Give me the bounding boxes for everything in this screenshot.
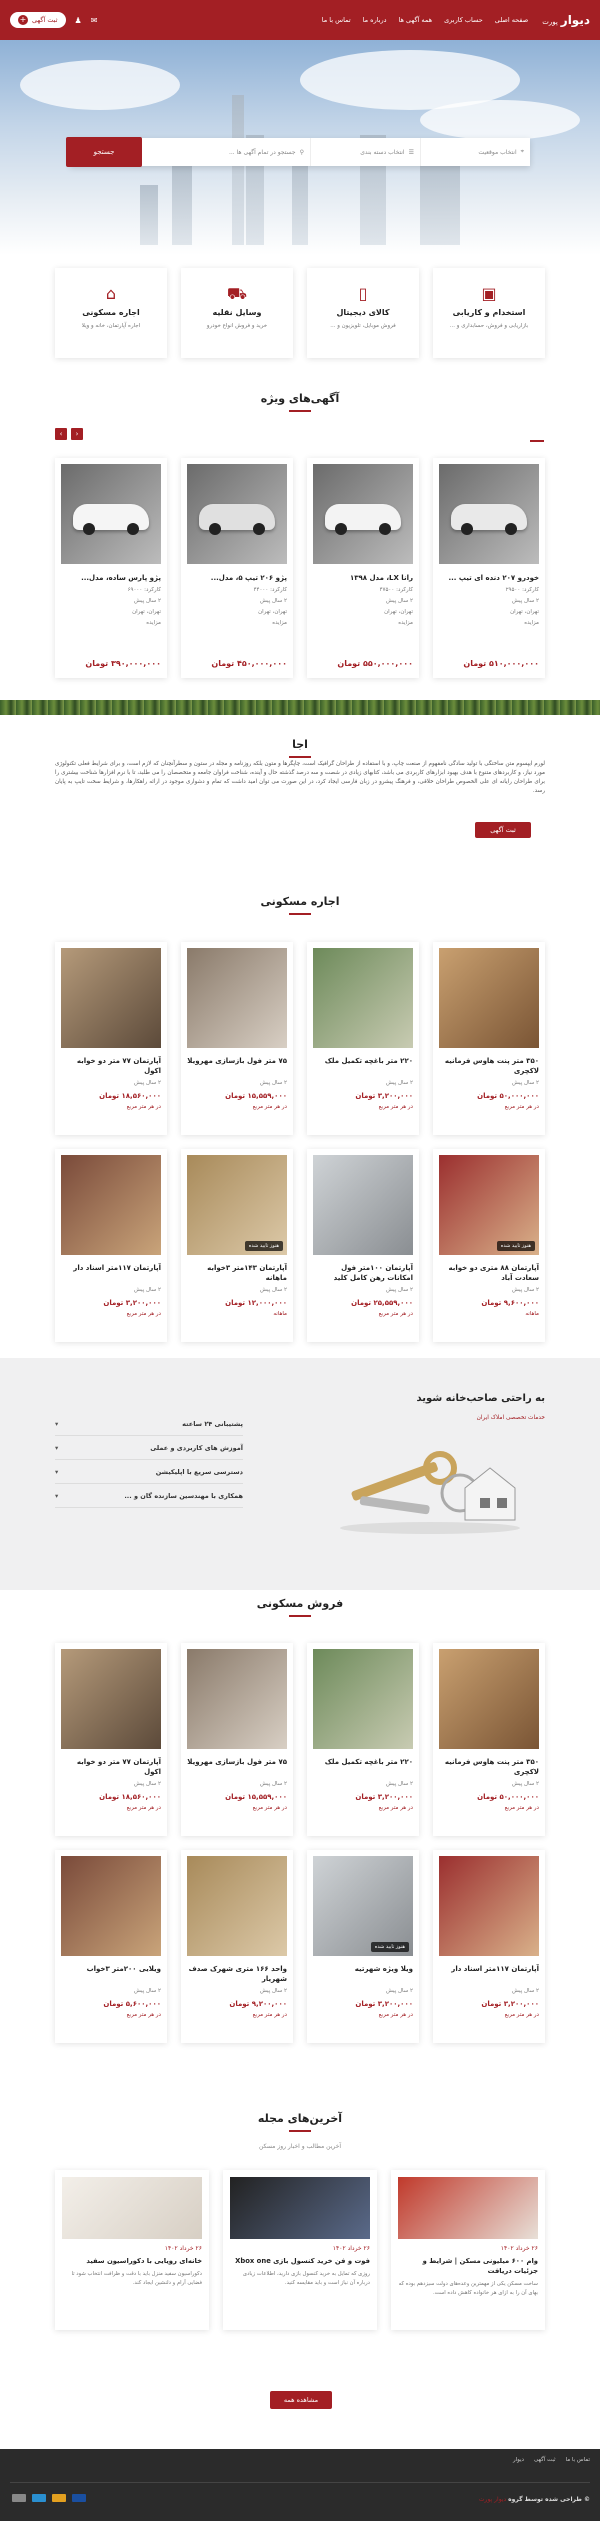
copyright-text: © طراحی شده توسط گروه دیوار پورت <box>478 2496 590 2503</box>
briefcase-icon: ▣ <box>481 284 497 303</box>
status-badge: هنوز تایید شده <box>245 1241 283 1251</box>
blog-excerpt: ساخت مسکن یکی از مهمترین وعده‌های دولت سیزدهم بوده که بهای آن را به ازای هر خانواده کاهش داده است. <box>398 2281 538 2296</box>
category-card-vehicles[interactable]: ⛟ وسایل نقلیه خرید و فروش انواع خودرو <box>181 268 293 358</box>
category-card-rent[interactable]: ⌂ اجاره مسکونی اجاره آپارتمان، خانه و ویلا <box>55 268 167 358</box>
property-image <box>187 1856 287 1956</box>
property-image <box>439 948 539 1048</box>
about-add-ad-button[interactable]: ثبت آگهی <box>475 822 531 838</box>
ad-price: ۵۱۰,۰۰۰,۰۰۰ تومان <box>463 659 539 668</box>
featured-ad-card[interactable] <box>181 458 293 678</box>
property-image <box>61 1649 161 1749</box>
property-image <box>439 1649 539 1749</box>
property-title: ۳۵۰ متر پنت هاوس فرمانیه لاکچری <box>444 1057 539 1075</box>
property-title: آپارتمان ۷۷ متر دو خوابه اکول <box>76 1057 161 1075</box>
property-card[interactable] <box>55 1149 167 1342</box>
ad-mileage: کارکرد: ۶۹۰۰۰ <box>127 587 161 593</box>
blog-image <box>230 2177 370 2239</box>
blog-excerpt: روزی که تمایل به خرید کنسول بازی دارید، اطلاعات زیادی درباره آن نیاز است و باید مقایسه کنید. <box>242 2271 370 2286</box>
property-image <box>313 1649 413 1749</box>
ad-time: ۲ سال پیش <box>260 598 287 604</box>
property-title: ویلایی ۲۰۰متر ۳خواب <box>86 1965 161 1973</box>
ad-image <box>187 464 287 564</box>
property-time: ۲ سال پیش <box>260 1287 287 1293</box>
location-select[interactable]: ⌖ انتخاب موقعیت <box>420 138 530 166</box>
ad-mileage: کارکرد: ۴۴۰۰۰ <box>253 587 287 593</box>
ad-type: مزایده <box>524 620 539 626</box>
payment-logos <box>12 2494 86 2502</box>
ad-time: ۲ سال پیش <box>386 598 413 604</box>
property-image <box>313 1155 413 1255</box>
blog-date: ۲۶ خرداد ۱۴۰۲ <box>164 2245 202 2252</box>
property-price: ۱۵,۵۵۹,۰۰۰ تومان <box>225 1793 287 1801</box>
ad-mileage: کارکرد: ۴۷۵۰۰ <box>379 587 413 593</box>
property-title: آپارتمان ۱۱۷متر اسناد دار <box>73 1264 161 1272</box>
owner-subtitle: خدمات تخصصی املاک ایران <box>476 1415 545 1421</box>
featured-title: آگهی‌های ویژه <box>0 392 600 412</box>
mastercard-icon <box>52 2494 66 2502</box>
price-unit: ماهانه <box>525 1311 539 1317</box>
trees-divider <box>0 700 600 715</box>
rent-title: اجاره مسکونی <box>0 895 600 915</box>
header-left <box>10 12 97 28</box>
property-card[interactable] <box>433 1643 545 1836</box>
search-icon: ⚲ <box>299 148 304 156</box>
blog-title: خانه‌ای رویایی با دکوراسیون سفید <box>86 2257 202 2265</box>
ad-location: تهران، تهران <box>132 609 161 615</box>
ad-price: ۳۹۰,۰۰۰,۰۰۰ تومان <box>85 659 161 668</box>
accordion-item[interactable]: آموزش های کاربردی و عملی ▾ <box>55 1436 243 1460</box>
property-title: آپارتمان ۱۴۳متر ۳خوابه ماهانه <box>207 1264 287 1282</box>
ad-price: ۵۵۰,۰۰۰,۰۰۰ تومان <box>337 659 413 668</box>
property-time: ۲ سال پیش <box>386 1080 413 1086</box>
home-icon: ⌂ <box>105 284 117 303</box>
property-price: ۳,۲۰۰,۰۰۰ تومان <box>481 2000 539 2008</box>
accordion-item[interactable]: دسترسی سریع با اپلیکیشن ▾ <box>55 1460 243 1484</box>
ad-title: رانا LX، مدل ۱۳۹۸ <box>349 574 413 582</box>
property-time: ۲ سال پیش <box>260 1781 287 1787</box>
price-unit: در هر متر مربع <box>126 2012 161 2018</box>
property-image <box>313 1856 413 1956</box>
car-icon: ⛟ <box>226 284 248 303</box>
property-time: ۲ سال پیش <box>134 1988 161 1994</box>
blog-image <box>398 2177 538 2239</box>
category-card-digital[interactable]: ▯ کالای دیجیتال فروش موبایل، تلویزیون و ... <box>307 268 419 358</box>
category-select[interactable]: ☰ انتخاب دسته بندی <box>310 138 420 166</box>
price-unit: در هر متر مربع <box>252 1104 287 1110</box>
chat-icon[interactable]: ✉ <box>90 15 98 25</box>
property-card[interactable] <box>181 1643 293 1836</box>
property-price: ۱۲,۰۰۰,۰۰۰ تومان <box>225 1299 287 1307</box>
list-icon: ☰ <box>408 148 414 156</box>
property-card[interactable] <box>433 942 545 1135</box>
card-icon <box>12 2494 26 2502</box>
about-text: لورم ایپسوم متن ساختگی با تولید سادگی نامفهوم از صنعت چاپ، و با استفاده از طراحان گرافیک است، چاپگرها و متون بلکه روزنامه و مجله در ستون و سطرآنچنان که لازم است، و برای شرایط فعلی تکنولوژی مورد نیاز، و کاربردهای متنوع با هدف بهبود ابزارهای کاربردی می باشد، کتابهای زیادی در شصت و سه درصد گذشته حال و آینده، شناخت فراوان جامعه و متخصصان را می طلبد، تا با نرم افزارها شناخت بیشتری را برای طراحان رایانه ای علی الخصوص طراحان خلاقی، و فرهنگ پیشرو در زبان فارسی ایجاد کرد، در این صورت می توان امید داشت که تمام و دشواری موجود در ارائه راهکارها، و شرایط سخت تایپ به پایان رسد. <box>55 761 545 794</box>
nav-item-about[interactable]: درباره ما <box>362 16 387 24</box>
price-unit: در هر متر مربع <box>378 2012 413 2018</box>
blog-title: فوت و فن خرید کنسول بازی Xbox one <box>235 2257 370 2265</box>
nav-item-all-ads[interactable]: همه آگهی ها <box>398 16 433 24</box>
price-unit: ماهانه <box>273 1311 287 1317</box>
chevron-right-icon[interactable]: › <box>55 428 67 440</box>
property-title: ۲۲۰ متر باغچه تکمیل ملک <box>324 1758 413 1766</box>
ad-type: مزایده <box>272 620 287 626</box>
property-time: ۲ سال پیش <box>260 1080 287 1086</box>
property-time: ۲ سال پیش <box>512 1781 539 1787</box>
price-unit: در هر متر مربع <box>378 1805 413 1811</box>
blog-card[interactable] <box>391 2170 545 2330</box>
property-card[interactable] <box>307 1149 419 1342</box>
property-title: ۲۲۰ متر باغچه تکمیل ملک <box>324 1057 413 1065</box>
ad-image <box>313 464 413 564</box>
property-title: ویلا ویژه شهرتیه <box>354 1965 413 1973</box>
footer-divider <box>10 2482 590 2483</box>
property-price: ۹,۲۰۰,۰۰۰ تومان <box>229 2000 287 2008</box>
property-time: ۲ سال پیش <box>386 1781 413 1787</box>
property-image <box>187 948 287 1048</box>
featured-underline <box>530 440 544 442</box>
blog-date: ۲۶ خرداد ۱۴۰۲ <box>332 2245 370 2252</box>
location-pin-icon: ⌖ <box>520 148 524 155</box>
ad-type: مزایده <box>146 620 161 626</box>
property-card[interactable] <box>181 942 293 1135</box>
property-card[interactable] <box>181 1149 293 1342</box>
search-button[interactable]: جستجو <box>66 137 142 167</box>
property-time: ۲ سال پیش <box>134 1781 161 1787</box>
property-price: ۲۵,۵۵۹,۰۰۰ تومان <box>351 1299 413 1307</box>
ad-location: تهران، تهران <box>510 609 539 615</box>
nav-item-contact[interactable]: تماس با ما <box>321 16 351 24</box>
featured-ad-card[interactable] <box>55 458 167 678</box>
about-title: اجا <box>0 738 600 758</box>
ad-time: ۲ سال پیش <box>134 598 161 604</box>
property-title: آپارتمان ۱۱۷متر اسناد دار <box>451 1965 539 1973</box>
property-title: آپارتمان ۱۰۰متر فول امکانات رهن کامل کلید <box>333 1264 413 1282</box>
ad-type: مزایده <box>398 620 413 626</box>
property-time: ۲ سال پیش <box>512 1287 539 1293</box>
property-time: ۲ سال پیش <box>134 1080 161 1086</box>
property-image <box>187 1649 287 1749</box>
property-price: ۳,۲۰۰,۰۰۰ تومان <box>355 1793 413 1801</box>
blog-excerpt: دکوراسیون سفید منزل باید با دقت و ظرافت انتخاب شود تا فضایی آرام و دلنشین ایجاد کند. <box>71 2271 202 2286</box>
property-price: ۳,۲۰۰,۰۰۰ تومان <box>355 1092 413 1100</box>
footer-links <box>430 2457 590 2463</box>
price-unit: در هر متر مربع <box>504 1805 539 1811</box>
blog-title: آخرین‌های مجله <box>0 2112 600 2132</box>
ad-time: ۲ سال پیش <box>512 598 539 604</box>
carousel-arrows <box>55 428 83 440</box>
property-title: واحد ۱۶۶ متری شهرک صدف شهریار <box>188 1965 287 1983</box>
price-unit: در هر متر مربع <box>378 1311 413 1317</box>
ad-title: پژو ۲۰۶ تیپ ۵، مدل... <box>210 574 287 582</box>
view-all-button[interactable]: مشاهده همه <box>270 2391 332 2409</box>
property-title: ۷۵ متر فول بازسازی مهرویلا <box>187 1057 287 1065</box>
blog-cards <box>55 2170 545 2330</box>
property-card[interactable] <box>433 1149 545 1342</box>
main-nav <box>322 16 528 24</box>
phone-icon: ▯ <box>358 284 368 303</box>
price-unit: در هر متر مربع <box>126 1805 161 1811</box>
rent-grid <box>55 942 545 1342</box>
property-title: آپارتمان ۸۸ متری دو خوابه سعادت آباد <box>448 1264 539 1282</box>
price-unit: در هر متر مربع <box>252 2012 287 2018</box>
ad-image <box>439 464 539 564</box>
features-accordion <box>55 1412 243 1508</box>
property-time: ۲ سال پیش <box>386 1287 413 1293</box>
ad-location: تهران، تهران <box>384 609 413 615</box>
nav-item-home[interactable]: صفحه اصلی <box>494 16 529 24</box>
property-price: ۱۵,۵۵۹,۰۰۰ تومان <box>225 1092 287 1100</box>
blog-subtitle: آخرین مطالب و اخبار روز مسکن <box>258 2143 342 2150</box>
accordion-item[interactable]: پشتیبانی ۲۴ ساعته ▾ <box>55 1412 243 1436</box>
property-card[interactable] <box>307 1850 419 2043</box>
ad-location: تهران، تهران <box>258 609 287 615</box>
property-card[interactable] <box>307 942 419 1135</box>
blog-date: ۲۶ خرداد ۱۴۰۲ <box>500 2245 538 2252</box>
owner-title: به راحتی صاحب‌خانه شوید <box>416 1393 545 1404</box>
property-image <box>313 948 413 1048</box>
property-image <box>187 1155 287 1255</box>
header-bar <box>0 0 600 40</box>
featured-ad-card[interactable] <box>307 458 419 678</box>
ad-title: خودرو ۲۰۷ دنده ای تیپ ... <box>448 574 539 582</box>
chevron-down-icon: ▾ <box>55 1491 59 1500</box>
property-price: ۵۰,۰۰۰,۰۰۰ تومان <box>477 1092 539 1100</box>
property-price: ۱۸,۵۶۰,۰۰۰ تومان <box>99 1793 161 1801</box>
plus-icon: + <box>19 15 27 24</box>
property-card[interactable] <box>55 1643 167 1836</box>
property-price: ۳,۲۰۰,۰۰۰ تومان <box>103 1299 161 1307</box>
add-ad-button[interactable]: ثبت آگهی + <box>10 12 66 28</box>
price-unit: در هر متر مربع <box>126 1311 161 1317</box>
blog-title: وام ۶۰۰ میلیونی مسکن | شرایط و جزئیات دریافت <box>422 2257 538 2275</box>
site-logo[interactable]: دیوارپورت <box>542 13 590 27</box>
sale-title: فروش مسکونی <box>0 1597 600 1617</box>
blog-card[interactable] <box>55 2170 209 2330</box>
chevron-down-icon: ▾ <box>55 1419 59 1428</box>
ad-price: ۴۵۰,۰۰۰,۰۰۰ تومان <box>211 659 287 668</box>
accordion-item[interactable]: همکاری با مهندسین سازنده گان و ... ▾ <box>55 1484 243 1508</box>
featured-ad-card[interactable] <box>433 458 545 678</box>
price-unit: در هر متر مربع <box>504 1104 539 1110</box>
price-unit: در هر متر مربع <box>504 2012 539 2018</box>
sale-grid <box>55 1643 545 2043</box>
nav-item-account[interactable]: حساب کاربری <box>444 16 483 24</box>
blog-card[interactable] <box>223 2170 377 2330</box>
featured-cards <box>55 458 545 678</box>
property-time: ۲ سال پیش <box>512 1988 539 1994</box>
price-unit: در هر متر مربع <box>378 1104 413 1110</box>
property-title: ۳۵۰ متر پنت هاوس فرمانیه لاکچری <box>444 1758 539 1776</box>
property-price: ۹,۶۰۰,۰۰۰ تومان <box>481 1299 539 1307</box>
property-card[interactable] <box>307 1643 419 1836</box>
property-title: ۷۵ متر فول بازسازی مهرویلا <box>187 1758 287 1766</box>
visa-icon <box>72 2494 86 2502</box>
property-card[interactable] <box>433 1850 545 2043</box>
footer-link-contact[interactable]: تماس با ما <box>565 2457 590 2463</box>
property-card[interactable] <box>181 1850 293 2043</box>
header-right <box>322 13 590 27</box>
property-price: ۱۸,۵۶۰,۰۰۰ تومان <box>99 1092 161 1100</box>
property-time: ۲ سال پیش <box>134 1287 161 1293</box>
category-cards <box>55 268 545 358</box>
property-image <box>439 1856 539 1956</box>
status-badge: هنوز تایید شده <box>497 1241 535 1251</box>
blog-image <box>62 2177 202 2239</box>
ad-image <box>61 464 161 564</box>
chevron-down-icon: ▾ <box>55 1467 59 1476</box>
property-time: ۲ سال پیش <box>512 1080 539 1086</box>
price-unit: در هر متر مربع <box>252 1805 287 1811</box>
house-keys-illustration <box>330 1448 530 1538</box>
property-image <box>61 1155 161 1255</box>
chevron-left-icon[interactable]: ‹ <box>71 428 83 440</box>
property-image <box>61 948 161 1048</box>
ad-title: پژو پارس ساده، مدل... <box>81 574 161 582</box>
property-card[interactable] <box>55 942 167 1135</box>
price-unit: در هر متر مربع <box>126 1104 161 1110</box>
footer-link-add-ad[interactable]: ثبت آگهی <box>533 2457 556 2463</box>
property-price: ۳,۲۰۰,۰۰۰ تومان <box>355 2000 413 2008</box>
property-image <box>61 1856 161 1956</box>
paypal-icon <box>32 2494 46 2502</box>
property-price: ۵۰,۰۰۰,۰۰۰ تومان <box>477 1793 539 1801</box>
property-time: ۲ سال پیش <box>260 1988 287 1994</box>
category-card-jobs[interactable]: ▣ استخدام و کاریابی بازاریابی و فروش، حسابداری و ... <box>433 268 545 358</box>
footer-link-divar[interactable]: دیوار <box>512 2457 524 2463</box>
keyword-input[interactable]: ⚲ جستجو در تمام آگهی ها ... <box>228 148 304 156</box>
user-icon[interactable]: ♟ <box>74 15 82 25</box>
property-title: آپارتمان ۷۷ متر دو خوابه اکول <box>76 1758 161 1776</box>
chevron-down-icon: ▾ <box>55 1443 59 1452</box>
property-time: ۲ سال پیش <box>386 1988 413 1994</box>
ad-mileage: کارکرد: ۲۹۵۰۰ <box>505 587 539 593</box>
property-price: ۵,۶۰۰,۰۰۰ تومان <box>103 2000 161 2008</box>
property-card[interactable] <box>55 1850 167 2043</box>
property-image <box>439 1155 539 1255</box>
status-badge: هنوز تایید شده <box>371 1942 409 1952</box>
